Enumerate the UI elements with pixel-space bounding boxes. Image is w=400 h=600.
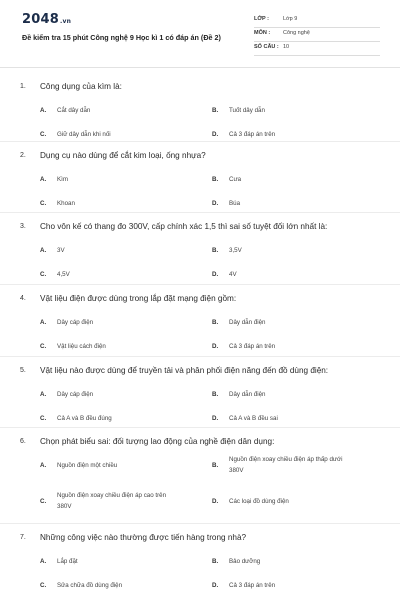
option-letter: A. [40,319,47,326]
answer-option[interactable] [40,200,200,211]
question-separator [0,427,400,428]
option-text: 4V [229,271,237,278]
option-text: Dây dẫn điện [229,319,266,326]
option-letter: C. [40,415,47,422]
option-text: Cắt dây dẫn [57,107,91,114]
meta-row-class [254,13,380,28]
answer-option[interactable] [40,492,200,514]
header-divider [0,67,400,68]
option-text: Dây dẫn điện [229,391,266,398]
question-number: 1. [20,83,26,90]
question-number: 7. [20,534,26,541]
answer-option[interactable] [212,558,372,569]
answer-option[interactable] [212,415,372,426]
option-letter: D. [212,498,219,505]
option-letter: B. [212,176,219,183]
page-title: Đề kiểm tra 15 phút Công nghệ 9 Học kì 1 có đáp án (Đề 2) [22,33,221,42]
header [0,0,400,62]
option-text: Giữ dây dẫn khi nối [57,131,111,138]
option-text: Nguồn điện một chiều [57,462,118,469]
option-text: Lắp đặt [57,558,78,565]
answer-option[interactable] [212,391,372,402]
answer-option[interactable] [40,319,200,330]
option-letter: B. [212,247,219,254]
option-text: Dây cáp điện [57,391,94,398]
option-letter: D. [212,271,219,278]
question-separator [0,212,400,213]
option-text: Bảo dưỡng [229,558,261,565]
option-letter: C. [40,582,47,589]
option-text: 3,5V [229,247,242,254]
option-text: 3V [57,247,65,254]
answer-option[interactable] [40,247,200,258]
answer-option[interactable] [40,415,200,426]
option-text: 4,5V [57,271,70,278]
option-text: Các loại đồ dùng điện [229,498,289,505]
option-letter: C. [40,498,47,505]
answer-option[interactable] [40,558,200,569]
meta-value: Lớp 9 [283,16,298,22]
answer-option[interactable] [212,343,372,354]
answer-option[interactable] [40,107,200,118]
question-text: Cho vôn kế có thang đo 300V, cấp chính xác 1,5 thì sai số tuyệt đối lớn nhất là: [40,222,328,231]
answer-option[interactable] [212,247,372,258]
answer-option[interactable] [212,271,372,282]
answer-option[interactable] [40,462,200,473]
question-number: 6. [20,438,26,445]
option-letter: B. [212,107,219,114]
question-text: Công dụng của kìm là: [40,82,122,91]
option-text: Vật liệu cách điện [57,343,106,350]
meta-row-count [254,41,380,56]
question-number: 4. [20,295,26,302]
option-letter: C. [40,271,47,278]
option-text: Dây cáp điện [57,319,94,326]
answer-option[interactable] [40,271,200,282]
question-separator [0,141,400,142]
site-logo[interactable] [22,12,71,27]
answer-option[interactable] [212,176,372,187]
answer-option[interactable] [212,107,372,118]
question-number: 2. [20,152,26,159]
option-letter: C. [40,131,47,138]
logo-main: 2048 [22,12,59,27]
option-text: Nguồn điện xoay chiều điện áp cao trên 380V [57,492,167,510]
option-letter: D. [212,415,219,422]
option-letter: A. [40,462,47,469]
meta-key: MÔN : [254,30,271,36]
option-text: Cả 3 đáp án trên [229,343,276,350]
option-letter: B. [212,391,219,398]
option-text: Nguồn điện xoay chiều điện áp thấp dưới 380V [229,456,343,474]
answer-option[interactable] [212,582,372,593]
question-text: Chọn phát biểu sai: đối tượng lao động của nghề điện dân dụng: [40,437,275,446]
meta-key: SỐ CÂU : [254,44,279,50]
question-separator [0,284,400,285]
option-letter: B. [212,462,219,469]
question-text: Vật liệu điện được dùng trong lắp đặt mạng điện gồm: [40,294,237,303]
option-text: Cưa [229,176,242,183]
answer-option[interactable] [40,391,200,402]
question-text: Những công việc nào thường được tiến hàng trong nhà? [40,533,247,542]
meta-key: LỚP : [254,16,269,22]
option-letter: A. [40,247,47,254]
meta-value: Công nghệ [283,30,310,36]
option-letter: A. [40,107,47,114]
meta-row-subject [254,27,380,42]
question-text: Dụng cụ nào dùng để cắt kim loại, ống nhựa? [40,151,206,160]
answer-option[interactable] [40,176,200,187]
option-text: Tuốt dây dẫn [229,107,265,114]
answer-option[interactable] [212,456,372,478]
answer-option[interactable] [40,343,200,354]
question-text: Vật liệu nào được dùng để truyền tải và phân phối điện năng đến đồ dùng điện: [40,366,329,375]
option-letter: D. [212,343,219,350]
option-text: Cả 3 đáp án trên [229,131,276,138]
meta-value: 10 [283,44,290,50]
option-text: Kìm [57,176,69,183]
option-letter: B. [212,558,219,565]
answer-option[interactable] [212,498,372,509]
option-text: Khoan [57,200,75,207]
option-letter: B. [212,319,219,326]
answer-option[interactable] [40,582,200,593]
option-letter: D. [212,582,219,589]
option-letter: D. [212,131,219,138]
option-text: Sửa chữa đồ dùng điện [57,582,123,589]
option-text: Búa [229,200,241,207]
option-letter: D. [212,200,219,207]
option-letter: A. [40,558,47,565]
option-letter: C. [40,200,47,207]
option-text: Cả A và B đều đúng [57,415,112,422]
question-separator [0,356,400,357]
answer-option[interactable] [212,200,372,211]
option-text: Cả A và B đều sai [229,415,278,422]
question-number: 3. [20,223,26,230]
question-number: 5. [20,367,26,374]
logo-suffix: .vn [59,18,72,25]
option-letter: A. [40,391,47,398]
option-text: Cả 3 đáp án trên [229,582,276,589]
question-separator [0,523,400,524]
option-letter: A. [40,176,47,183]
answer-option[interactable] [212,319,372,330]
option-letter: C. [40,343,47,350]
